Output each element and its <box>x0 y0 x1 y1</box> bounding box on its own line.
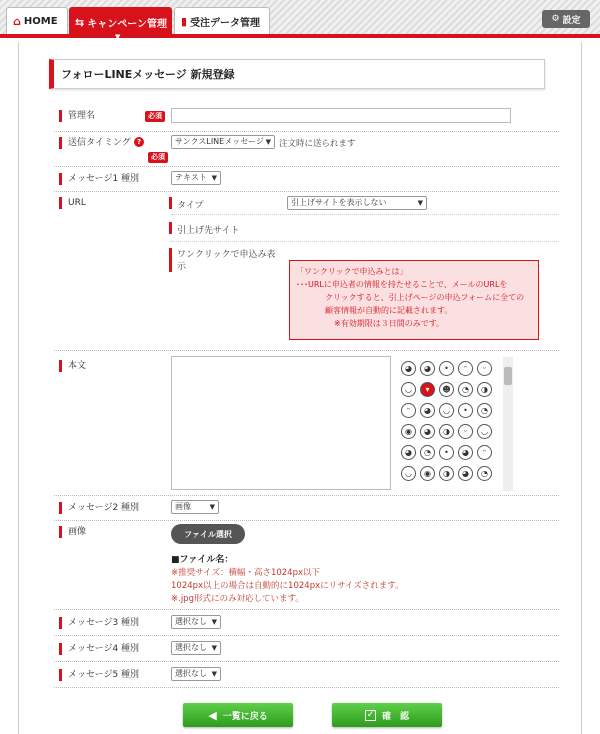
info-line3: 顧客情報が自動的に記載されます。 <box>325 306 453 315</box>
emoji-icon[interactable]: ◕ <box>401 361 416 376</box>
file-select-button[interactable]: ファイル選択 <box>171 524 245 544</box>
emoji-icon[interactable]: ◡ <box>401 466 416 481</box>
swap-icon: ⇆ <box>75 16 85 29</box>
emoji-icon[interactable]: ◕ <box>420 403 435 418</box>
emoji-icon[interactable]: ᵔ <box>401 403 416 418</box>
chevron-down-icon: ▼ <box>417 199 423 207</box>
emoji-icon[interactable]: ᵕ <box>477 361 492 376</box>
emoji-icon[interactable]: • <box>458 403 473 418</box>
home-icon: ⌂ <box>13 14 21 28</box>
info-title: 「ワンクリックで申込みとは」 <box>296 267 408 276</box>
emoji-icon[interactable]: ◑ <box>477 382 492 397</box>
msg2-select-value: 画像 <box>175 502 191 511</box>
emoji-icon[interactable]: ◔ <box>477 466 492 481</box>
arrow-left-icon: ◀ <box>208 708 217 722</box>
divider <box>54 609 559 610</box>
settings-button[interactable] <box>542 10 590 28</box>
emoji-icon[interactable]: ◕ <box>401 445 416 460</box>
emoji-icon[interactable]: ▾ <box>420 382 435 397</box>
body-label: 本文 <box>59 360 86 372</box>
emoji-icon[interactable]: ᵕ <box>458 424 473 439</box>
name-label: 管理名 <box>59 110 95 122</box>
gear-icon: ⚙ <box>551 14 560 24</box>
tab-home-label: HOME <box>23 15 58 27</box>
chevron-down-icon: ▼ <box>211 174 217 182</box>
clipboard-icon: ▮ <box>181 14 188 28</box>
tab-campaign[interactable] <box>69 7 172 38</box>
checkbox-icon: ✓ <box>366 709 375 720</box>
top-navigation <box>0 0 600 41</box>
oneclick-label: ワンクリックで申込み表示 <box>177 250 276 272</box>
msg1-select[interactable] <box>171 171 221 185</box>
emoji-icon[interactable]: ᵔ <box>477 445 492 460</box>
info-line4: ※有効期限は３日間のみです。 <box>334 319 445 328</box>
msg3-label: メッセージ3 種別 <box>59 617 139 629</box>
url-sub-marker <box>169 197 172 209</box>
info-line2: クリックすると、引上げページの申込フォームに全ての <box>325 293 525 302</box>
emoji-icon[interactable]: ◔ <box>458 382 473 397</box>
divider <box>54 635 559 636</box>
emoji-icon[interactable]: ◕ <box>420 361 435 376</box>
emoji-icon[interactable]: ◕ <box>458 466 473 481</box>
msg2-label: メッセージ2 種別 <box>59 502 139 514</box>
timing-select[interactable] <box>171 135 275 149</box>
divider <box>54 495 559 496</box>
msg4-select[interactable] <box>171 641 221 655</box>
emoji-icon[interactable]: ◉ <box>420 466 435 481</box>
divider <box>54 191 559 192</box>
info-line1: ･･･URLに申込者の情報を持たせることで、メールのURLを <box>296 280 508 289</box>
oneclick-info-box <box>289 260 539 340</box>
emoji-icon[interactable]: ◑ <box>439 466 454 481</box>
timing-suffix: 注文時に送られます <box>279 139 356 149</box>
file-name-label: ■ファイル名： <box>171 555 234 565</box>
divider <box>54 166 559 167</box>
tab-orders-label: 受注データ管理 <box>190 17 261 29</box>
emoji-icon[interactable]: ◕ <box>458 445 473 460</box>
emoji-scrollbar[interactable] <box>503 357 513 491</box>
type-select-value: 引上げサイトを表示しない <box>291 198 387 207</box>
image-note-3: ※.jpg形式にのみ対応しています。 <box>171 594 304 604</box>
scrollbar-thumb[interactable] <box>504 367 512 385</box>
msg5-select[interactable] <box>171 667 221 681</box>
emoji-icon[interactable]: ᵔ <box>458 361 473 376</box>
confirm-button-label: 確 認 <box>381 711 409 722</box>
image-note-2: 1024px以上の場合は自動的に1024pxにリサイズされます。 <box>171 581 404 591</box>
emoji-icon[interactable]: ☻ <box>439 382 454 397</box>
active-tab-caret-icon: ▼ <box>115 33 121 41</box>
msg3-select[interactable] <box>171 615 221 629</box>
emoji-icon[interactable]: ◡ <box>439 403 454 418</box>
emoji-icon[interactable]: ◡ <box>477 424 492 439</box>
divider <box>54 520 559 521</box>
target-sub-marker <box>169 222 172 234</box>
tab-home[interactable] <box>6 7 68 34</box>
oneclick-sub-marker <box>169 248 172 272</box>
emoji-icon[interactable]: ◔ <box>477 403 492 418</box>
emoji-palette[interactable] <box>397 357 515 491</box>
body-textarea[interactable] <box>171 356 391 490</box>
divider <box>171 241 559 242</box>
emoji-icon[interactable]: ◉ <box>401 424 416 439</box>
chevron-down-icon: ▼ <box>209 503 215 511</box>
emoji-icon[interactable]: ◑ <box>439 424 454 439</box>
timing-label: 送信タイミング <box>59 137 131 149</box>
type-select[interactable] <box>287 196 427 210</box>
divider <box>54 350 559 351</box>
msg1-label: メッセージ1 種別 <box>59 173 139 185</box>
msg5-select-value: 選択なし <box>175 669 207 678</box>
msg3-select-value: 選択なし <box>175 617 207 626</box>
image-label: 画像 <box>59 526 86 538</box>
emoji-icon[interactable]: ◕ <box>420 424 435 439</box>
msg2-select[interactable] <box>171 500 219 514</box>
content-panel <box>18 42 582 734</box>
help-icon[interactable]: ? <box>134 137 144 147</box>
name-input[interactable] <box>171 108 511 123</box>
msg1-select-value: テキスト <box>175 173 207 182</box>
timing-select-value: サンクスLINEメッセージ <box>175 137 264 146</box>
emoji-icon[interactable]: ◔ <box>420 445 435 460</box>
msg4-select-value: 選択なし <box>175 643 207 652</box>
back-to-list-button[interactable] <box>183 703 293 727</box>
tab-orders[interactable] <box>174 7 270 34</box>
divider <box>54 131 559 132</box>
chevron-down-icon: ▼ <box>265 138 271 146</box>
emoji-icon[interactable]: • <box>439 445 454 460</box>
msg4-label: メッセージ4 種別 <box>59 643 139 655</box>
back-button-label: 一覧に戻る <box>222 711 268 722</box>
required-badge: 必須 <box>148 152 168 163</box>
msg5-label: メッセージ5 種別 <box>59 669 139 681</box>
url-label: URL <box>59 197 86 209</box>
settings-label: 設定 <box>562 15 581 26</box>
target-label: 引上げ先サイト <box>177 226 240 236</box>
chevron-down-icon: ▼ <box>211 644 217 652</box>
type-label: タイプ <box>177 201 204 211</box>
tab-campaign-label: キャンペーン管理 <box>87 19 168 30</box>
divider <box>54 661 559 662</box>
required-badge: 必須 <box>145 111 165 122</box>
chevron-down-icon: ▼ <box>211 618 217 626</box>
page-title: フォローLINEメッセージ 新規登録 <box>49 59 545 89</box>
confirm-button[interactable] <box>332 703 442 727</box>
emoji-icon[interactable]: ◡ <box>401 382 416 397</box>
divider <box>171 214 559 215</box>
divider <box>54 687 559 688</box>
emoji-icon[interactable]: • <box>439 361 454 376</box>
chevron-down-icon: ▼ <box>211 670 217 678</box>
image-note-1: ※推奨サイズ：横幅・高さ1024px以下 <box>171 568 321 578</box>
